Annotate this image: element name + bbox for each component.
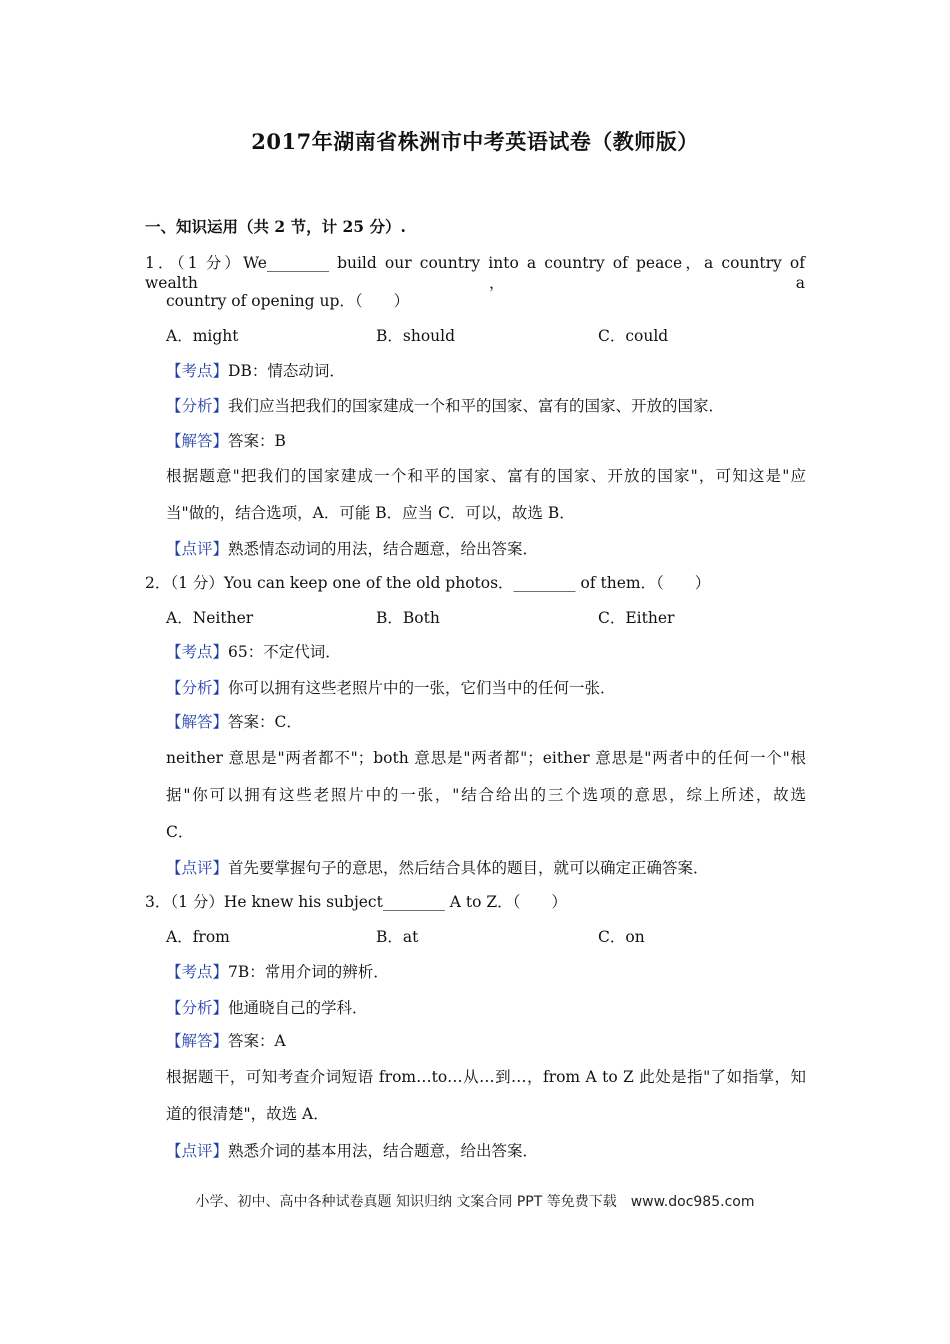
kaodian-label: 【考点】: [166, 963, 229, 981]
question-2-option-a: A．Neither: [166, 609, 254, 627]
question-3-jieda: [166, 1031, 286, 1051]
jieda-label: 【解答】: [166, 432, 229, 450]
fenxi-label: 【分析】: [166, 679, 229, 697]
fenxi-label: 【分析】: [166, 397, 229, 415]
section-heading: 一、知识运用（共 2 节，计 25 分）.: [145, 217, 406, 236]
question-3-explain-line2: 道的很清楚"，故选 A．: [166, 1105, 329, 1123]
question-1-explain-line2: 当"做的，结合选项，A．可能 B．应当 C．可以，故选 B．: [166, 504, 575, 522]
question-1-jieda: [166, 431, 286, 451]
dianping-text: 首先要掌握句子的意思，然后结合具体的题目，就可以确定正确答案．: [228, 859, 709, 877]
question-2-fenxi: [166, 678, 616, 698]
kaodian-text: 65：不定代词．: [228, 643, 341, 661]
question-2-option-c: C．Either: [598, 609, 675, 627]
question-2-explain-line1: neither 意思是"两者都不"；both 意思是"两者都"；either 意思是"两者中的任何一个"根: [166, 749, 806, 767]
dianping-label: 【点评】: [166, 540, 229, 558]
question-1-kaodian: [166, 361, 345, 381]
question-3-explain-line1: 根据题干，可知考查介词短语 from…to…从…到…，from A to Z 此处是指"了如指掌，知: [166, 1068, 806, 1086]
jieda-text: 答案：B: [228, 432, 286, 450]
question-3-fenxi: [166, 998, 368, 1018]
question-2-dianping: [166, 858, 709, 878]
dianping-label: 【点评】: [166, 1142, 229, 1160]
question-1-option-c: C．could: [598, 327, 669, 345]
fenxi-label: 【分析】: [166, 999, 229, 1017]
question-2-jieda: [166, 712, 302, 732]
fenxi-text: 我们应当把我们的国家建成一个和平的国家、富有的国家、开放的国家．: [228, 397, 725, 415]
question-1-explain-line1: 根据题意"把我们的国家建成一个和平的国家、富有的国家、开放的国家"，可知这是"应: [166, 467, 806, 485]
question-2-stem-line1: 2．（1 分）You can keep one of the old photos．________ of them．（ ）: [145, 574, 711, 592]
jieda-text: 答案：A: [228, 1032, 286, 1050]
page-footer: 小学、初中、高中各种试卷真题 知识归纳 文案合同 PPT 等免费下载 www.doc985.com: [195, 1194, 755, 1210]
question-3-dianping: [166, 1141, 538, 1161]
question-3-stem-line1: 3．（1 分）He knew his subject________ A to Z．（ ）: [145, 893, 567, 911]
dianping-text: 熟悉介词的基本用法，结合题意，给出答案．: [228, 1142, 539, 1160]
question-2-option-b: B．Both: [376, 609, 440, 627]
question-2-explain-line3: C．: [166, 823, 194, 841]
dianping-label: 【点评】: [166, 859, 229, 877]
page-title: 2017年湖南省株洲市中考英语试卷（教师版）: [251, 129, 699, 154]
question-3-option-a: A．from: [166, 928, 230, 946]
question-1-fenxi: [166, 396, 724, 416]
kaodian-label: 【考点】: [166, 643, 229, 661]
question-2-kaodian: [166, 642, 341, 662]
question-3-option-b: B．at: [376, 928, 419, 946]
fenxi-text: 你可以拥有这些老照片中的一张，它们当中的任何一张．: [228, 679, 616, 697]
question-2-explain-line2: 据"你可以拥有这些老照片中的一张，"结合给出的三个选项的意思，综上所述，故选: [166, 786, 806, 804]
kaodian-text: 7B：常用介词的辨析．: [228, 963, 389, 981]
question-1-option-b: B．should: [376, 327, 456, 345]
question-1-stem-line2: country of opening up．（ ）: [166, 292, 410, 310]
question-3-option-c: C．on: [598, 928, 645, 946]
jieda-text: 答案：C．: [228, 713, 302, 731]
question-1-dianping: [166, 539, 538, 559]
fenxi-text: 他通晓自己的学科．: [228, 999, 368, 1017]
kaodian-label: 【考点】: [166, 362, 229, 380]
question-3-kaodian: [166, 962, 389, 982]
jieda-label: 【解答】: [166, 713, 229, 731]
jieda-label: 【解答】: [166, 1032, 229, 1050]
kaodian-text: DB：情态动词．: [228, 362, 345, 380]
question-1-stem-line1: 1．（1 分）We________ build our country into a country of peace，a country of wealth，a: [145, 254, 805, 292]
question-1-option-a: A．might: [166, 327, 239, 345]
dianping-text: 熟悉情态动词的用法，结合题意，给出答案．: [228, 540, 539, 558]
